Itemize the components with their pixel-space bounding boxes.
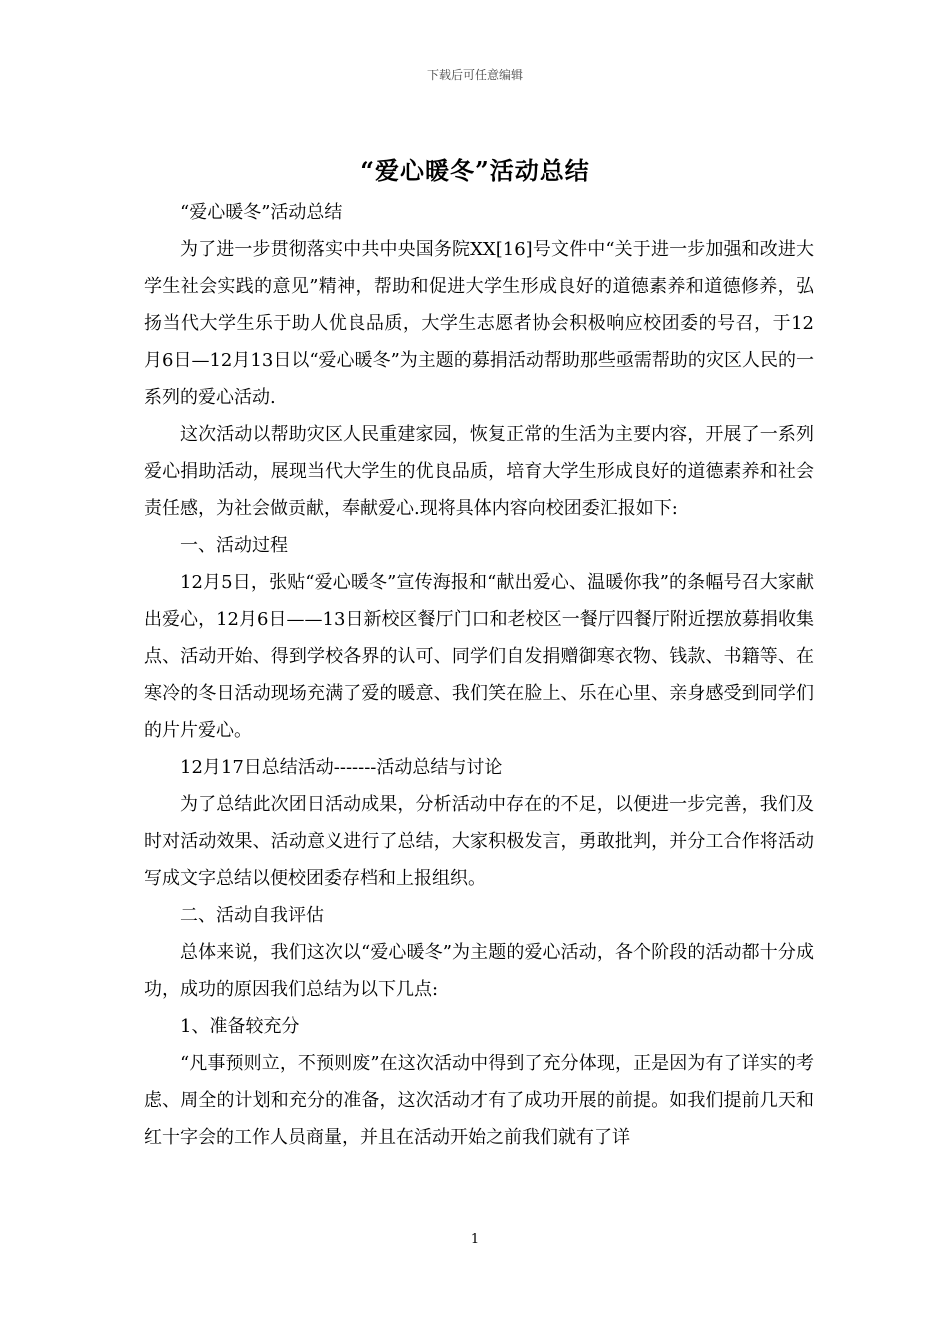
paragraph-evaluation: 总体来说，我们这次以“爱心暖冬”为主题的爱心活动，各个阶段的活动都十分成功，成功的原因我们总结为以下几点: (144, 942, 814, 1000)
subheading-preparation: 1、准备较充分 (180, 1016, 300, 1037)
paragraph-purpose: 这次活动以帮助灾区人民重建家园，恢复正常的生活为主要内容，开展了一系列爱心捐助活动，展现当代大学生的优良品质，培育大学生形成良好的道德素养和社会责任感，为社会做贡献，奉献爱心.现将具体内容向校团委汇报如下: (144, 424, 814, 519)
paragraph-intro: 为了进一步贯彻落实中共中央国务院XX[16]号文件中“关于进一步加强和改进大学生社会实践的意见”精神，帮助和促进大学生形成良好的道德素养和道德修养，弘扬当代大学生乐于助人优良品质，大学生志愿者协会积极响应校团委的号召，于12月6日—12月13日以“爱心暖冬”为主题的募捐活动帮助那些亟需帮助的灾区人民的一系列的爱心活动. (144, 239, 814, 408)
paragraph-subtitle: “爱心暖冬”活动总结 (180, 202, 343, 223)
paragraph-summary-date: 12月17日总结活动-------活动总结与讨论 (180, 757, 503, 778)
section-heading-evaluation: 二、活动自我评估 (180, 905, 324, 926)
document-body (144, 194, 814, 1156)
page-header-note: 下载后可任意编辑 (426, 68, 523, 82)
paragraph-process: 12月5日，张贴“爱心暖冬”宣传海报和“献出爱心、温暖你我”的条幅号召大家献出爱心，12月6日——13日新校区餐厅门口和老校区一餐厅四餐厅附近摆放募捐收集点、活动开始、得到学校各界的认可、同学们自发捐赠御寒衣物、钱款、书籍等、在寒冷的冬日活动现场充满了爱的暖意、我们笑在脸上、乐在心里、亲身感受到同学们的片片爱心。 (144, 572, 814, 741)
paragraph-summary: 为了总结此次团日活动成果，分析活动中存在的不足，以便进一步完善，我们及时对活动效果、活动意义进行了总结，大家积极发言，勇敢批判，并分工合作将活动写成文字总结以便校团委存档和上报组织。 (144, 794, 814, 889)
paragraph-preparation: “凡事预则立，不预则废”在这次活动中得到了充分体现，正是因为有了详实的考虑、周全的计划和充分的准备，这次活动才有了成功开展的前提。如我们提前几天和红十字会的工作人员商量，并且在活动开始之前我们就有了详 (144, 1053, 814, 1148)
section-heading-process: 一、活动过程 (180, 535, 288, 556)
page-number: 1 (470, 1232, 480, 1247)
document-title: “爱心暖冬”活动总结 (360, 156, 590, 185)
